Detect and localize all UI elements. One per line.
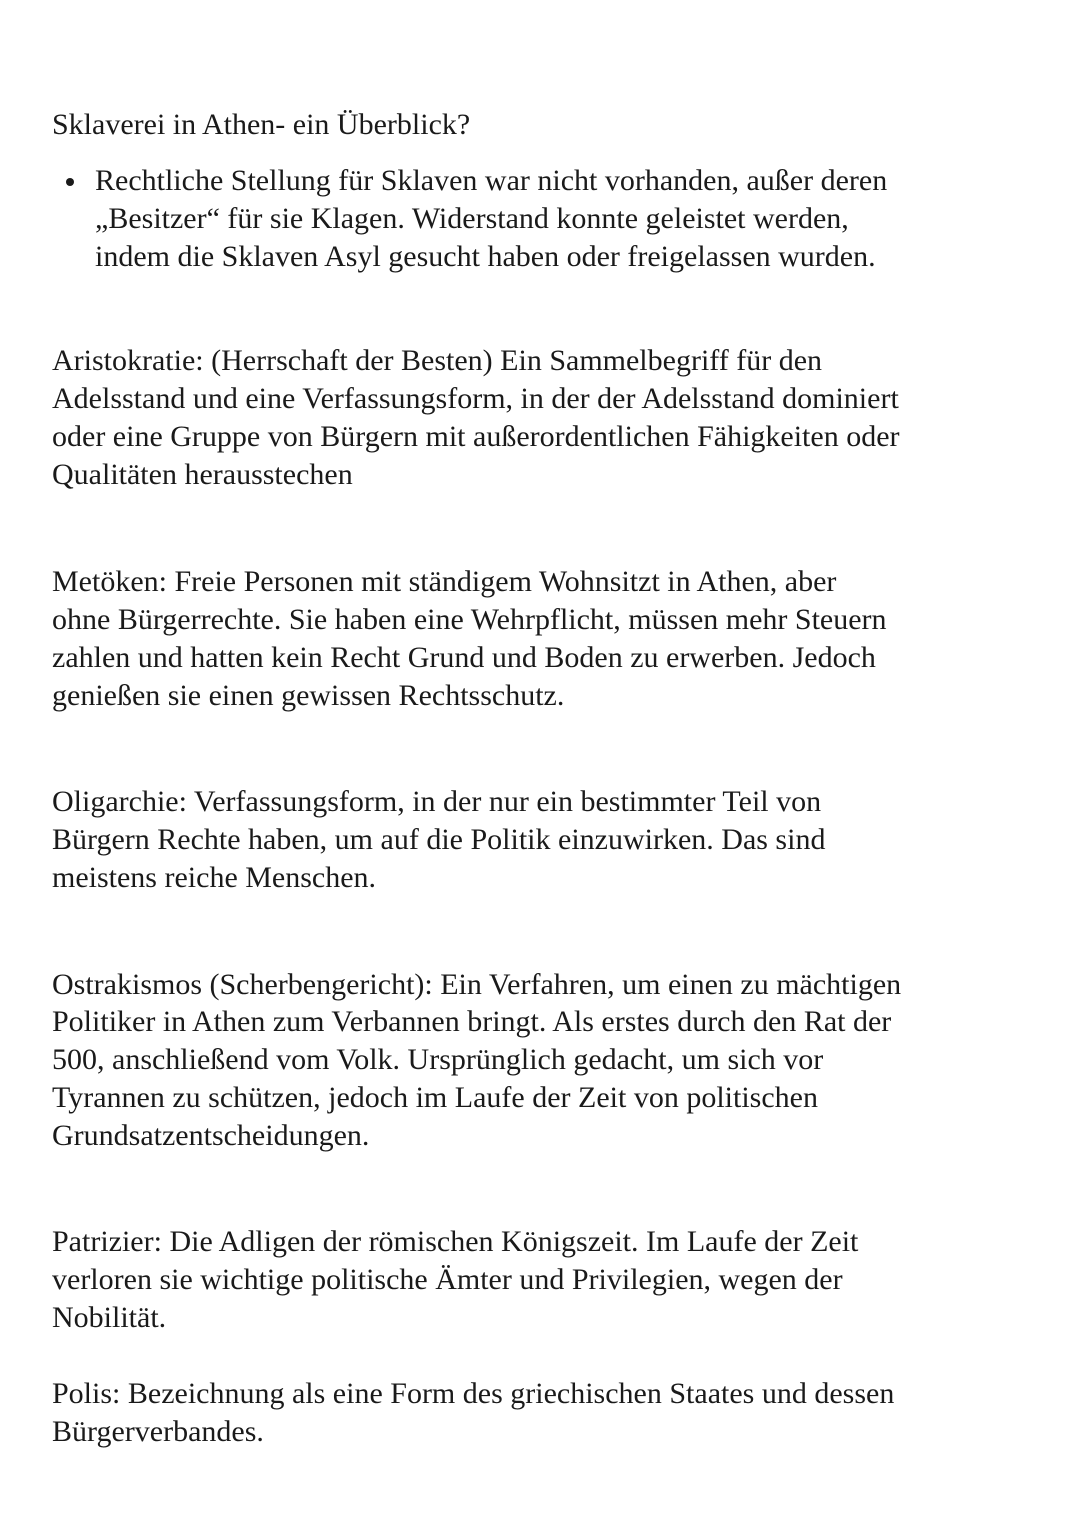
bullet-text-line: indem die Sklaven Asyl gesucht haben oder freigelassen wurden. <box>95 240 876 273</box>
text-line: Bürgern Rechte haben, um auf die Politik einzuwirken. Das sind <box>52 823 826 856</box>
document-title: Sklaverei in Athen- ein Überblick? <box>52 108 471 141</box>
text-line: Grundsatzentscheidungen. <box>52 1119 370 1152</box>
text-line: Polis: Bezeichnung als eine Form des griechischen Staates und dessen <box>52 1377 895 1410</box>
text-line: Nobilität. <box>52 1301 167 1334</box>
text-line: Oligarchie: Verfassungsform, in der nur ein bestimmter Teil von <box>52 785 822 818</box>
text-line: Metöken: Freie Personen mit ständigem Wohnsitzt in Athen, aber <box>52 565 837 598</box>
text-line: Bürgerverbandes. <box>52 1415 264 1448</box>
bullet-icon <box>66 178 74 186</box>
text-line: 500, anschließend vom Volk. Ursprünglich gedacht, um sich vor <box>52 1043 824 1076</box>
text-line: oder eine Gruppe von Bürgern mit außerordentlichen Fähigkeiten oder <box>52 420 900 453</box>
text-line: Ostrakismos (Scherbengericht): Ein Verfahren, um einen zu mächtigen <box>52 968 902 1001</box>
text-line: Politiker in Athen zum Verbannen bringt. Als erstes durch den Rat der <box>52 1005 892 1038</box>
bullet-text-line: „Besitzer“ für sie Klagen. Widerstand konnte geleistet werden, <box>95 202 849 235</box>
text-line: meistens reiche Menschen. <box>52 861 377 894</box>
text-line: Adelsstand und eine Verfassungsform, in der der Adelsstand dominiert <box>52 382 899 415</box>
text-line: Tyrannen zu schützen, jedoch im Laufe der Zeit von politischen <box>52 1081 818 1114</box>
bullet-text-line: Rechtliche Stellung für Sklaven war nicht vorhanden, außer deren <box>95 164 888 197</box>
text-line: verloren sie wichtige politische Ämter und Privilegien, wegen der <box>52 1263 843 1296</box>
text-line: ohne Bürgerrechte. Sie haben eine Wehrpflicht, müssen mehr Steuern <box>52 603 887 636</box>
text-line: zahlen und hatten kein Recht Grund und Boden zu erwerben. Jedoch <box>52 641 876 674</box>
text-line: genießen sie einen gewissen Rechtsschutz. <box>52 679 565 712</box>
text-line: Aristokratie: (Herrschaft der Besten) Ein Sammelbegriff für den <box>52 344 823 377</box>
text-line: Qualitäten herausstechen <box>52 458 353 491</box>
text-line: Patrizier: Die Adligen der römischen Königszeit. Im Laufe der Zeit <box>52 1225 859 1258</box>
